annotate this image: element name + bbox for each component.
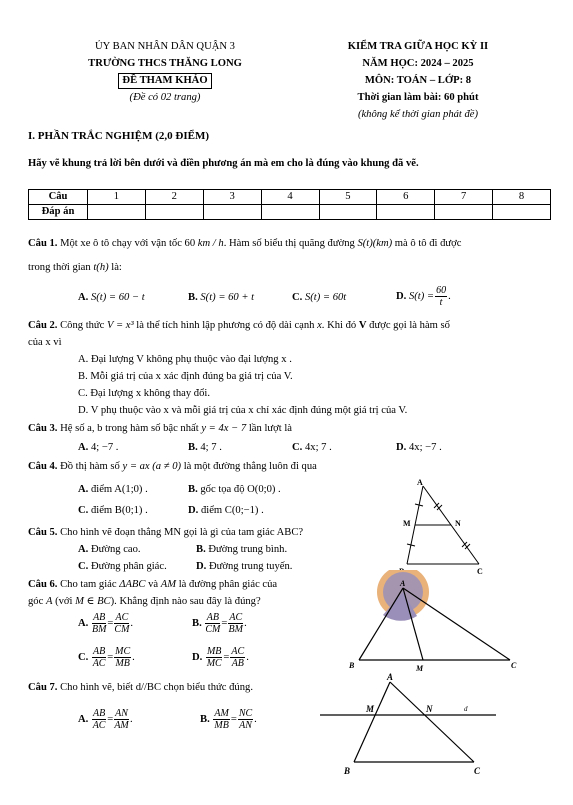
section-title: I. PHẦN TRẮC NGHIỆM (2,0 ĐIỂM) [28, 130, 209, 142]
question-text: Hệ số a, b trong hàm số bậc nhất [57, 423, 202, 434]
label-b: B [344, 766, 351, 776]
q1-option-b[interactable] [188, 292, 254, 305]
q3-option-c[interactable] [292, 442, 332, 455]
table-cell: 2 [145, 190, 203, 205]
fraction [92, 708, 106, 731]
q5-option-d[interactable] [196, 561, 292, 574]
label-a: A [417, 478, 423, 487]
question-1-line2 [28, 262, 548, 275]
fraction-numerator: AB [206, 612, 219, 623]
district-name: ỦY BAN NHÂN DÂN QUẬN 3 [95, 41, 235, 52]
option-value: S(t) = [408, 290, 435, 302]
table-row [29, 190, 551, 205]
answer-cell[interactable] [145, 205, 203, 220]
header-left [60, 38, 270, 106]
math-expr: (km) [372, 238, 393, 249]
fraction-numerator: AC [115, 612, 129, 623]
fraction [114, 708, 129, 731]
option-letter: D. [396, 290, 407, 302]
fraction [114, 612, 129, 635]
question-text: và [145, 579, 161, 590]
option-value: điểm A(1;0) . [90, 484, 148, 495]
label-m: M [403, 519, 411, 528]
option-letter: D. [396, 442, 407, 453]
fraction [206, 646, 222, 669]
option-value: 4; −7 . [90, 442, 119, 453]
question-label: Câu 2. [28, 320, 58, 331]
q3-option-d[interactable] [396, 442, 442, 455]
question-text: (với [52, 596, 76, 607]
question-text: . Khi đó [321, 320, 359, 331]
label-a: A [387, 672, 394, 682]
label-c: C [474, 766, 481, 776]
question-label: Câu 3. [28, 423, 58, 434]
option-value: S(t) = 60 + t [200, 292, 255, 303]
table-cell: 4 [261, 190, 319, 205]
option-value: S(t) = 60 − t [90, 292, 145, 303]
math-expr: y = 4x − 7 [201, 423, 247, 434]
table-row [29, 205, 551, 220]
fraction [435, 285, 447, 308]
fraction-denominator: BM [91, 624, 107, 635]
question-2-line2: của x vì [28, 337, 62, 348]
option-letter: D. [192, 651, 203, 663]
label-d: d [464, 705, 468, 713]
fraction-denominator: MB [115, 658, 130, 669]
exam-title: KIỂM TRA GIỮA HỌC KỲ II [347, 41, 489, 52]
q5-option-a[interactable] [78, 544, 141, 557]
q7-option-b[interactable]: B. $\frac{AM}{MB}$ = $\frac{NC}{AN}$ . [200, 708, 257, 731]
q1-option-d[interactable]: D. S(t) = $\frac{60}{t}$ . [396, 285, 451, 308]
option-letter: D. [196, 561, 207, 572]
q1-option-c[interactable] [292, 292, 346, 305]
q2-option-a[interactable]: A. Đại lượng V không phụ thuộc vào đại lượng x . [78, 354, 292, 365]
fraction [213, 708, 229, 731]
exam-duration: Thời gian làm bài: 60 phút [357, 92, 479, 103]
q5-option-b[interactable] [196, 544, 287, 557]
fraction-denominator: CM [114, 624, 130, 635]
fraction-numerator: AB [92, 646, 106, 657]
math-expr: S(t) [357, 238, 373, 249]
fraction [228, 612, 243, 635]
question-label: Câu 7. [28, 682, 58, 693]
q3-option-a[interactable] [78, 442, 118, 455]
question-label: Câu 6. [28, 579, 58, 590]
segment-ab [354, 682, 390, 762]
figure-q6-triangle [345, 570, 525, 675]
fraction-denominator: t [439, 297, 443, 308]
option-value: Đường trung tuyến. [208, 561, 293, 572]
option-letter: C. [292, 442, 303, 453]
question-7 [28, 682, 348, 695]
option-letter: B. [200, 713, 210, 725]
fraction-numerator: NC [238, 708, 253, 719]
fraction [230, 646, 245, 669]
table-cell: 7 [435, 190, 493, 205]
q4-option-a[interactable] [78, 484, 148, 497]
question-text: Cho tam giác [57, 579, 120, 590]
fraction-numerator: AC [229, 612, 243, 623]
label-c: C [477, 567, 483, 576]
math-expr: V [358, 320, 367, 331]
option-value: 4x; 7 . [304, 442, 332, 453]
option-value: S(t) = 60t [304, 292, 347, 303]
answer-cell[interactable] [435, 205, 493, 220]
figure-q7-triangle [318, 670, 530, 780]
q4-option-c[interactable] [78, 505, 148, 518]
answer-cell[interactable] [377, 205, 435, 220]
math-expr: t(h) [93, 262, 109, 273]
question-text: Đồ thị hàm số [57, 461, 123, 472]
question-2 [28, 320, 548, 333]
option-letter: B. [188, 292, 198, 303]
fraction-numerator: MC [115, 646, 131, 657]
question-text: góc [28, 596, 46, 607]
option-letter: C. [292, 292, 303, 303]
question-6-line2 [28, 596, 368, 609]
answer-cell[interactable] [261, 205, 319, 220]
answer-table [28, 189, 551, 220]
fraction-denominator: AC [92, 658, 106, 669]
table-head-cau: Câu [29, 190, 88, 205]
option-value: Đường phân giác. [90, 561, 167, 572]
label-m: M [366, 704, 375, 714]
fraction-numerator: MB [206, 646, 222, 657]
q4-option-b[interactable] [188, 484, 281, 497]
duration-note: (không kể thời gian phát đề) [357, 109, 479, 120]
fraction-numerator: AC [231, 646, 245, 657]
figure-q5-triangle [395, 476, 495, 576]
q6-option-c[interactable]: C. $\frac{AB}{AC}$ = $\frac{MC}{MB}$ . [78, 646, 135, 669]
answer-cell[interactable] [203, 205, 261, 220]
option-letter: A. [78, 442, 89, 453]
answer-cell[interactable] [493, 205, 551, 220]
option-letter: A. [78, 544, 89, 555]
fraction-numerator: AB [93, 612, 106, 623]
option-letter: A. [78, 484, 89, 495]
q6-option-d[interactable]: D. $\frac{MB}{MC}$ = $\frac{AC}{AB}$ . [192, 646, 249, 669]
q5-option-c[interactable] [78, 561, 167, 574]
q2-option-c[interactable]: C. Đại lượng x không thay đổi. [78, 388, 210, 399]
option-value: điểm C(0;−1) . [200, 505, 264, 516]
option-letter: A. [78, 713, 89, 725]
fraction [238, 708, 253, 731]
fraction [92, 612, 106, 635]
school-year: NĂM HỌC: 2024 – 2025 [362, 58, 474, 69]
option-letter: C. [78, 505, 89, 516]
question-text: được gọi là hàm số [366, 320, 450, 331]
question-1 [28, 238, 548, 251]
fraction-denominator: MB [214, 720, 229, 731]
option-value: Đường trung bình. [208, 544, 288, 555]
option-letter: D. [188, 505, 199, 516]
question-text: Công thức [57, 320, 108, 331]
table-cell: 3 [203, 190, 261, 205]
q2-option-b[interactable]: B. Mỗi giá trị của x xác định đúng ba giá trị của V. [78, 371, 293, 382]
fraction-denominator: AC [92, 720, 106, 731]
math-expr: AM [160, 579, 177, 590]
fraction-denominator: AN [239, 720, 252, 731]
fraction-numerator: 60 [436, 285, 447, 296]
q6-option-b[interactable]: B. $\frac{AB}{CM}$ = $\frac{AC}{BM}$ . [192, 612, 247, 635]
label-n: N [455, 519, 461, 528]
question-text: trong thời gian [28, 262, 94, 273]
option-letter: A. [78, 292, 89, 303]
table-cell: 1 [88, 190, 146, 205]
option-letter: B. [188, 484, 198, 495]
angle-fill [383, 572, 423, 612]
q6-option-a[interactable]: A. $\frac{AB}{BM}$ = $\frac{AC}{CM}$ . [78, 612, 134, 635]
q2-option-d[interactable]: D. V phụ thuộc vào x và mỗi giá trị của x chỉ xác định đúng một giá trị của V. [78, 405, 408, 416]
q4-option-d[interactable] [188, 505, 264, 518]
math-expr: ΔABC [119, 579, 146, 590]
option-letter: C. [78, 561, 89, 572]
math-expr: V = x³ [107, 320, 134, 331]
question-text: là đường phân giác của [176, 579, 278, 590]
question-label: Câu 5. [28, 527, 58, 538]
exam-type-box: ĐỀ THAM KHẢO [118, 73, 211, 89]
question-text: là: [108, 262, 122, 273]
fraction-numerator: AM [214, 708, 229, 719]
option-letter: B. [196, 544, 206, 555]
fraction [205, 612, 220, 635]
table-head-dap-an: Đáp án [29, 205, 88, 220]
question-text: lần lượt là [246, 423, 292, 434]
fraction-denominator: MC [206, 658, 222, 669]
question-label: Câu 1. [28, 238, 58, 249]
fraction-numerator: AN [115, 708, 128, 719]
q3-option-b[interactable] [188, 442, 222, 455]
q1-option-a[interactable] [78, 292, 145, 305]
label-a: A [400, 579, 406, 588]
fraction [92, 646, 106, 669]
option-value: gốc tọa độ O(0;0) . [200, 484, 281, 495]
math-expr: M ∈ BC [75, 596, 111, 607]
page-count-note: (Đề có 02 trang) [129, 92, 201, 103]
question-text: ). Khẳng định nào sau đây là đúng? [110, 596, 261, 607]
option-letter: B. [192, 617, 202, 629]
q7-option-a[interactable]: A. $\frac{AB}{AC}$ = $\frac{AN}{AM}$ . [78, 708, 133, 731]
math-expr: A [45, 596, 53, 607]
answer-cell[interactable] [319, 205, 377, 220]
question-text: Cho hình vẽ, biết d//BC chọn biểu thức đúng. [57, 682, 253, 693]
question-text: . Hàm số biểu thị quãng đường [223, 238, 358, 249]
question-text: là một đường thẳng luôn đi qua [181, 461, 317, 472]
question-text: là thể tích hình lập phương có độ dài cạnh [133, 320, 318, 331]
option-value: 4x; −7 . [408, 442, 442, 453]
table-cell: 5 [319, 190, 377, 205]
table-cell: 8 [493, 190, 551, 205]
segment-ac [403, 588, 510, 660]
option-letter: B. [188, 442, 198, 453]
question-label: Câu 4. [28, 461, 58, 472]
question-4 [28, 461, 548, 474]
math-expr: y = ax (a ≠ 0) [122, 461, 182, 472]
question-text: Một xe ô tô chạy với vận tốc 60 [57, 238, 198, 249]
label-m: M [416, 664, 424, 673]
option-letter: C. [78, 651, 89, 663]
question-3 [28, 423, 548, 436]
option-value: 4; 7 . [200, 442, 222, 453]
fraction-numerator: AB [92, 708, 106, 719]
table-cell: 6 [377, 190, 435, 205]
segment-ac [390, 682, 474, 762]
question-6 [28, 579, 368, 592]
subject-grade: MÔN: TOÁN – LỚP: 8 [364, 75, 472, 86]
section-instruction: Hãy vẽ khung trả lời bên dưới và điền phương án mà em cho là đúng vào khung đã vẽ. [28, 158, 419, 169]
math-unit: km / h [197, 238, 224, 249]
fraction-denominator: BM [228, 624, 243, 635]
fraction-denominator: AM [114, 720, 129, 731]
fraction [114, 646, 131, 669]
header-right [318, 38, 518, 123]
option-value: điểm B(0;1) . [90, 505, 148, 516]
answer-cell[interactable] [88, 205, 146, 220]
option-letter: A. [78, 617, 89, 629]
question-text: mà ô tô đi được [392, 238, 462, 249]
fraction-denominator: CM [205, 624, 221, 635]
label-b: B [349, 661, 355, 670]
school-name: TRƯỜNG THCS THĂNG LONG [88, 58, 242, 69]
question-text: Cho hình vẽ đoạn thẳng MN gọi là gì của tam giác ABC? [57, 527, 304, 538]
label-n: N [426, 704, 433, 714]
fraction-denominator: AB [231, 658, 244, 669]
math-expr: x [317, 320, 322, 331]
option-value: Đường cao. [90, 544, 141, 555]
label-c: C [511, 661, 517, 670]
